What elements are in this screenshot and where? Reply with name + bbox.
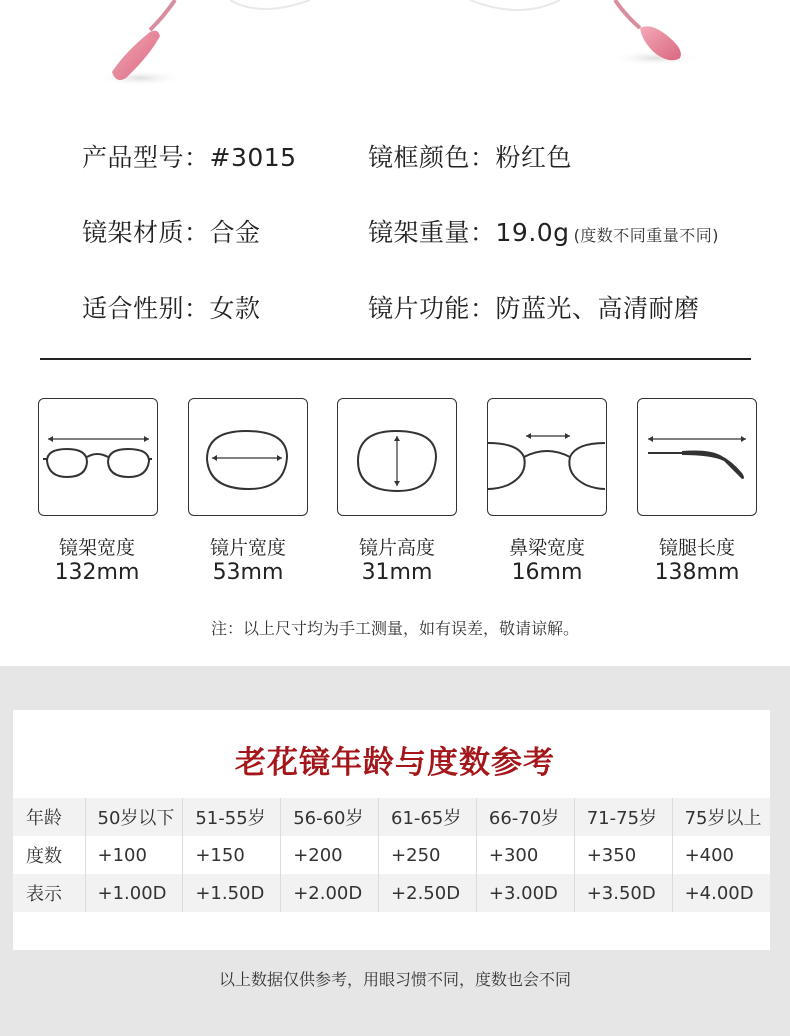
measure-label-bridge-width: 鼻梁宽度 bbox=[508, 537, 585, 559]
spec-material-label: 镜架材质： bbox=[82, 218, 210, 247]
reference-title: 老花镜年龄与度数参考 bbox=[235, 745, 555, 781]
spec-lens-function-label: 镜片功能： bbox=[368, 294, 496, 323]
measure-value-lens-height: 31mm bbox=[361, 560, 433, 585]
lens-height-icon bbox=[338, 399, 455, 514]
table-row-diopter bbox=[13, 874, 770, 912]
measure-label-temple-length: 镜腿长度 bbox=[658, 537, 735, 559]
table-cell: 61-65岁 bbox=[379, 798, 477, 836]
spec-weight-value: 19.0g bbox=[495, 218, 570, 247]
table-cell: 度数 bbox=[13, 836, 85, 874]
table-cell: +3.50D bbox=[574, 874, 672, 912]
measure-label-lens-width: 镜片宽度 bbox=[209, 537, 286, 559]
spec-weight-label: 镜架重量： bbox=[368, 218, 496, 247]
table-cell: +2.00D bbox=[281, 874, 379, 912]
table-cell: 表示 bbox=[13, 874, 85, 912]
spec-model bbox=[82, 138, 297, 174]
table-row-degree bbox=[13, 836, 770, 874]
table-cell: 71-75岁 bbox=[574, 798, 672, 836]
table-cell: +1.00D bbox=[85, 874, 183, 912]
product-glasses-photo bbox=[0, 0, 790, 100]
table-cell: +1.50D bbox=[183, 874, 281, 912]
measure-value-bridge-width: 16mm bbox=[511, 560, 583, 585]
table-cell: 66-70岁 bbox=[476, 798, 574, 836]
card-bridge-width bbox=[487, 398, 607, 516]
table-cell: +300 bbox=[476, 836, 574, 874]
section-divider bbox=[40, 358, 751, 360]
table-cell: +2.50D bbox=[379, 874, 477, 912]
reference-table bbox=[13, 798, 770, 912]
reference-footnote: 以上数据仅供参考，用眼习惯不同，度数也会不同 bbox=[218, 970, 571, 989]
spec-weight bbox=[368, 213, 719, 249]
spec-frame-color bbox=[368, 138, 572, 174]
table-cell: 51-55岁 bbox=[183, 798, 281, 836]
table-cell: 75岁以上 bbox=[672, 798, 770, 836]
table-cell: +4.00D bbox=[672, 874, 770, 912]
spec-lens-function-value: 防蓝光、高清耐磨 bbox=[495, 294, 700, 323]
measure-value-frame-width: 132mm bbox=[54, 560, 140, 585]
temple-length-icon bbox=[638, 399, 755, 514]
spec-model-value: #3015 bbox=[209, 143, 297, 172]
measure-label-lens-height: 镜片高度 bbox=[358, 537, 435, 559]
card-lens-height bbox=[337, 398, 457, 516]
measure-value-temple-length: 138mm bbox=[654, 560, 740, 585]
table-cell: 56-60岁 bbox=[281, 798, 379, 836]
spec-frame-color-label: 镜框颜色： bbox=[368, 143, 496, 172]
measure-label-frame-width: 镜架宽度 bbox=[58, 537, 135, 559]
spec-weight-note: (度数不同重量不同) bbox=[573, 226, 720, 245]
card-temple-length bbox=[637, 398, 757, 516]
spec-lens-function bbox=[368, 289, 700, 325]
spec-model-label: 产品型号： bbox=[82, 143, 210, 172]
table-cell: +100 bbox=[85, 836, 183, 874]
card-lens-width bbox=[188, 398, 308, 516]
lens-width-icon bbox=[189, 399, 306, 514]
spec-gender bbox=[82, 289, 261, 325]
spec-material-value: 合金 bbox=[209, 218, 261, 247]
frame-width-icon bbox=[39, 399, 156, 514]
spec-gender-value: 女款 bbox=[209, 294, 261, 323]
spec-material bbox=[82, 213, 261, 249]
table-cell: +350 bbox=[574, 836, 672, 874]
table-row-age bbox=[13, 798, 770, 836]
bridge-width-icon bbox=[488, 399, 605, 514]
table-cell: +3.00D bbox=[476, 874, 574, 912]
table-cell: +150 bbox=[183, 836, 281, 874]
measure-value-lens-width: 53mm bbox=[212, 560, 284, 585]
table-cell: +400 bbox=[684, 844, 735, 866]
card-frame-width bbox=[38, 398, 158, 516]
spec-frame-color-value: 粉红色 bbox=[495, 143, 573, 172]
measurement-disclaimer: 注：以上尺寸均为手工测量，如有误差，敬请谅解。 bbox=[210, 619, 579, 638]
table-cell: +200 bbox=[281, 836, 379, 874]
spec-gender-label: 适合性别： bbox=[82, 294, 210, 323]
table-cell: 年龄 bbox=[13, 798, 85, 836]
table-cell: 50岁以下 bbox=[85, 798, 183, 836]
table-cell: +250 bbox=[379, 836, 477, 874]
